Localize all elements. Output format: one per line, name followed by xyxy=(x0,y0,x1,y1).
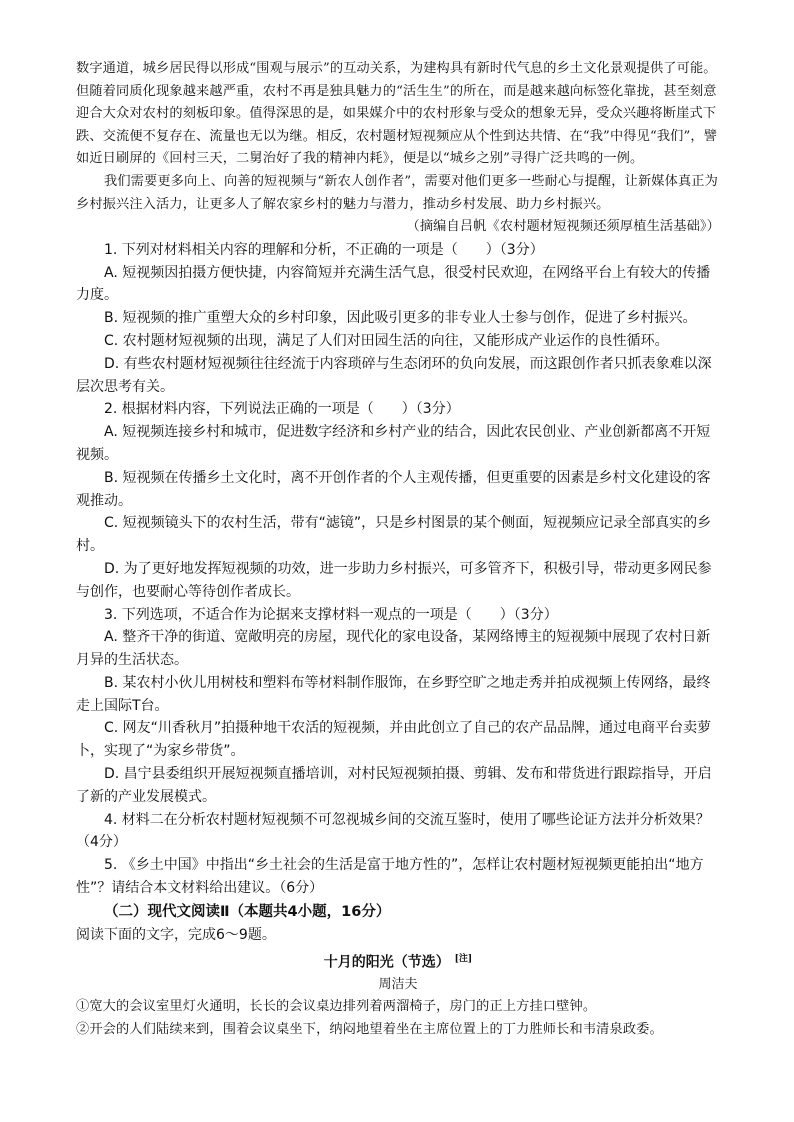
footnote-marker: [注] xyxy=(454,953,473,964)
document-page xyxy=(76,58,720,1042)
question-1 xyxy=(76,239,720,399)
option-c: C. 农村题材短视频的出现，满足了人们对田园生活的向往，又能形成产业运作的良性循环。 xyxy=(104,332,669,349)
article-author: 周洁夫 xyxy=(378,977,418,993)
article-title-text: 十月的阳光（节选） xyxy=(323,954,450,971)
option-b: B. 某农村小伙儿用树枝和塑料布等材料制作服饰，在乡野空旷之地走秀并拍成视频上传网络，最终走上国际T台。 xyxy=(76,674,711,714)
option-b: B. 短视频在传播乡土文化时，离不开创作者的个人主观传播，但更重要的因素是乡村文化建设的客观推动。 xyxy=(76,469,711,509)
article-paragraph: ②开会的人们陆续来到，围着会议桌坐下，纳闷地望着坐在主席位置上的丁力胜师长和韦清泉政委。 xyxy=(76,1021,663,1037)
question-stem: 1. 下列对材料相关内容的理解和分析，不正确的一项是（ ）（3分） xyxy=(104,241,544,258)
passage-paragraph: 我们需要更多向上、向善的短视频与“新农人创作者”，需要对他们更多一些耐心与提醒，让新媒体真正为乡村振兴注入活力，让更多人了解农家乡村的魅力与潜力，推动乡村发展、助力乡村振兴。 xyxy=(76,173,718,212)
section-instruction: 阅读下面的文字，完成6～9题。 xyxy=(76,926,276,943)
option-d: D. 为了更好地发挥短视频的功效，进一步助力乡村振兴，可多管齐下，积极引导，带动更多网民参与创作，也要耐心等待创作者成长。 xyxy=(76,560,712,600)
option-d: D. 有些农村题材短视频往往经流于内容琐碎与生态闭环的负向发展，而这跟创作者只抓表象难以深层次思考有关。 xyxy=(76,355,712,395)
question-3 xyxy=(76,604,720,809)
option-a: A. 整齐干净的街道、宽敞明亮的房屋，现代化的家电设备，某网络博主的短视频中展现了农村日新月异的生活状态。 xyxy=(76,629,711,669)
option-a: A. 短视频连接乡村和城市，促进数字经济和乡村产业的结合，因此农民创业、产业创新都离不开短视频。 xyxy=(76,424,711,463)
question-5: 5. 《乡土中国》中指出“乡土社会的生活是富于地方性的”，怎样让农村题材短视频更能拍出“地方性”？请结合本文材料给出建议。（6分） xyxy=(76,857,704,897)
question-4: 4. 材料二在分析农村题材短视频不可忽视城乡间的交流互鉴时，使用了哪些论证方法并分析效果？（4分） xyxy=(76,811,710,851)
option-b: B. 短视频的推广重塑大众的乡村印象，因此吸引更多的非专业人士参与创作，促进了乡村振兴。 xyxy=(104,310,697,327)
option-c: C. 网友“川香秋月”拍摄种地干农活的短视频，并由此创立了自己的农产品品牌，通过电商平台卖萝卜，实现了“为家乡带货”。 xyxy=(76,720,712,760)
question-stem: 2. 根据材料内容，下列说法正确的一项是（ ）（3分） xyxy=(104,401,460,418)
passage-source: （摘编自吕帆《农村题材短视频还须厚植生活基础》） xyxy=(406,219,720,235)
article-title xyxy=(76,947,720,975)
article-paragraph: ①宽大的会议室里灯火通明，长长的会议桌边排列着两溜椅子，房门的正上方挂口壁钟。 xyxy=(76,999,597,1015)
option-d: D. 昌宁县委组织开展短视频直播培训，对村民短视频拍摄、剪辑、发布和带货进行跟踪指导，开启了新的产业发展模式。 xyxy=(76,766,712,805)
option-a: A. 短视频因拍摄方便快捷，内容简短并充满生活气息，很受村民欢迎，在网络平台上有较大的传播力度。 xyxy=(76,264,711,304)
question-2 xyxy=(76,398,720,603)
section-heading: （二）现代文阅读Ⅱ（本题共4小题，16分） xyxy=(104,903,391,920)
question-stem: 3. 下列选项，不适合作为论据来支撑材料一观点的一项是（ ）（3分） xyxy=(104,606,558,623)
passage-paragraph: 数字通道，城乡居民得以形成“围观与展示”的互动关系，为建构具有新时代气息的乡土文化景观提供了可能。但随着同质化现象越来越严重，农村不再是独具魅力的“活生生”的所在，而是越来越向标签化靠拢，甚至刻意迎合大众对农村的刻板印象。值得深思的是，如果媒介中的农村形象与受众的想象无异，受众兴趣将断崖式下跌、交流便不复存在、流量也无以为继。相反，农村题材短视频应从个性到达共情、在“我”中得见“我们”，譬如近日刷屏的《回村三天，二舅治好了我的精神内耗》，便是以“城乡之别”寻得广泛共鸣的一例。 xyxy=(76,61,718,167)
option-c: C. 短视频镜头下的农村生活，带有“滤镜”，只是乡村图景的某个侧面，短视频应记录全部真实的乡村。 xyxy=(76,515,712,555)
